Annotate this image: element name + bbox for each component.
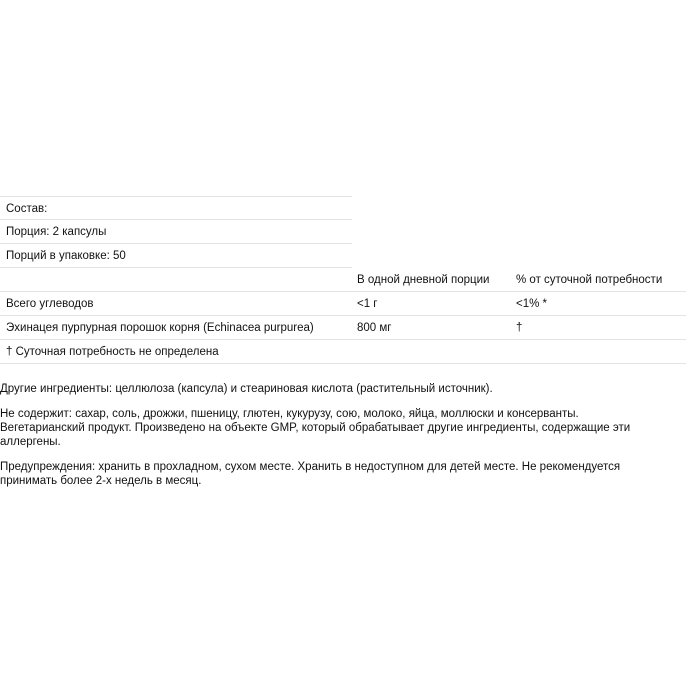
dv-column-header: % от суточной потребности: [516, 274, 663, 286]
table-row: [0, 292, 686, 316]
warnings-line: принимать более 2-х недель в месяц.: [0, 475, 202, 487]
nutrient-name: Эхинацея пурпурная порошок корня (Echinacea purpurea): [6, 322, 314, 334]
facts-title: Состав:: [6, 203, 48, 215]
other-ingredients: Другие ингредиенты: целлюлоза (капсула) и стеариновая кислота (растительный источник).: [0, 383, 493, 395]
dv-footnote: † Суточная потребность не определена: [6, 346, 219, 358]
amount-column-header: В одной дневной порции: [357, 274, 490, 286]
nutrient-name: Всего углеводов: [6, 298, 94, 310]
product-notes: [0, 382, 684, 488]
supplement-facts-table: [0, 196, 686, 364]
nutrient-dv: †: [516, 322, 523, 334]
serving-size-row: [0, 220, 352, 244]
footnote-row: [0, 340, 686, 364]
nutrient-amount: 800 мг: [357, 322, 392, 334]
warnings-line: Предупреждения: хранить в прохладном, сухом месте. Хранить в недоступном для детей месте. Не рекомендуется: [0, 461, 621, 473]
free-of-line: аллергены.: [0, 436, 61, 448]
facts-title-row: [0, 196, 352, 220]
free-of-line: Не содержит: сахар, соль, дрожжи, пшеницу, глютен, кукурузу, сою, молоко, яйца, моллюски и консерванты.: [0, 408, 579, 420]
servings-per-container: Порций в упаковке: 50: [6, 250, 126, 262]
serving-size: Порция: 2 капсулы: [6, 226, 107, 238]
table-row: [0, 316, 686, 340]
facts-header-row: [0, 268, 686, 292]
nutrient-dv: <1% *: [516, 298, 548, 310]
servings-per-container-row: [0, 244, 352, 268]
nutrient-amount: <1 г: [357, 298, 378, 310]
free-of-line: Вегетарианский продукт. Произведено на объекте GMP, который обрабатывает другие ингредиенты, содержащие эти: [0, 422, 631, 434]
